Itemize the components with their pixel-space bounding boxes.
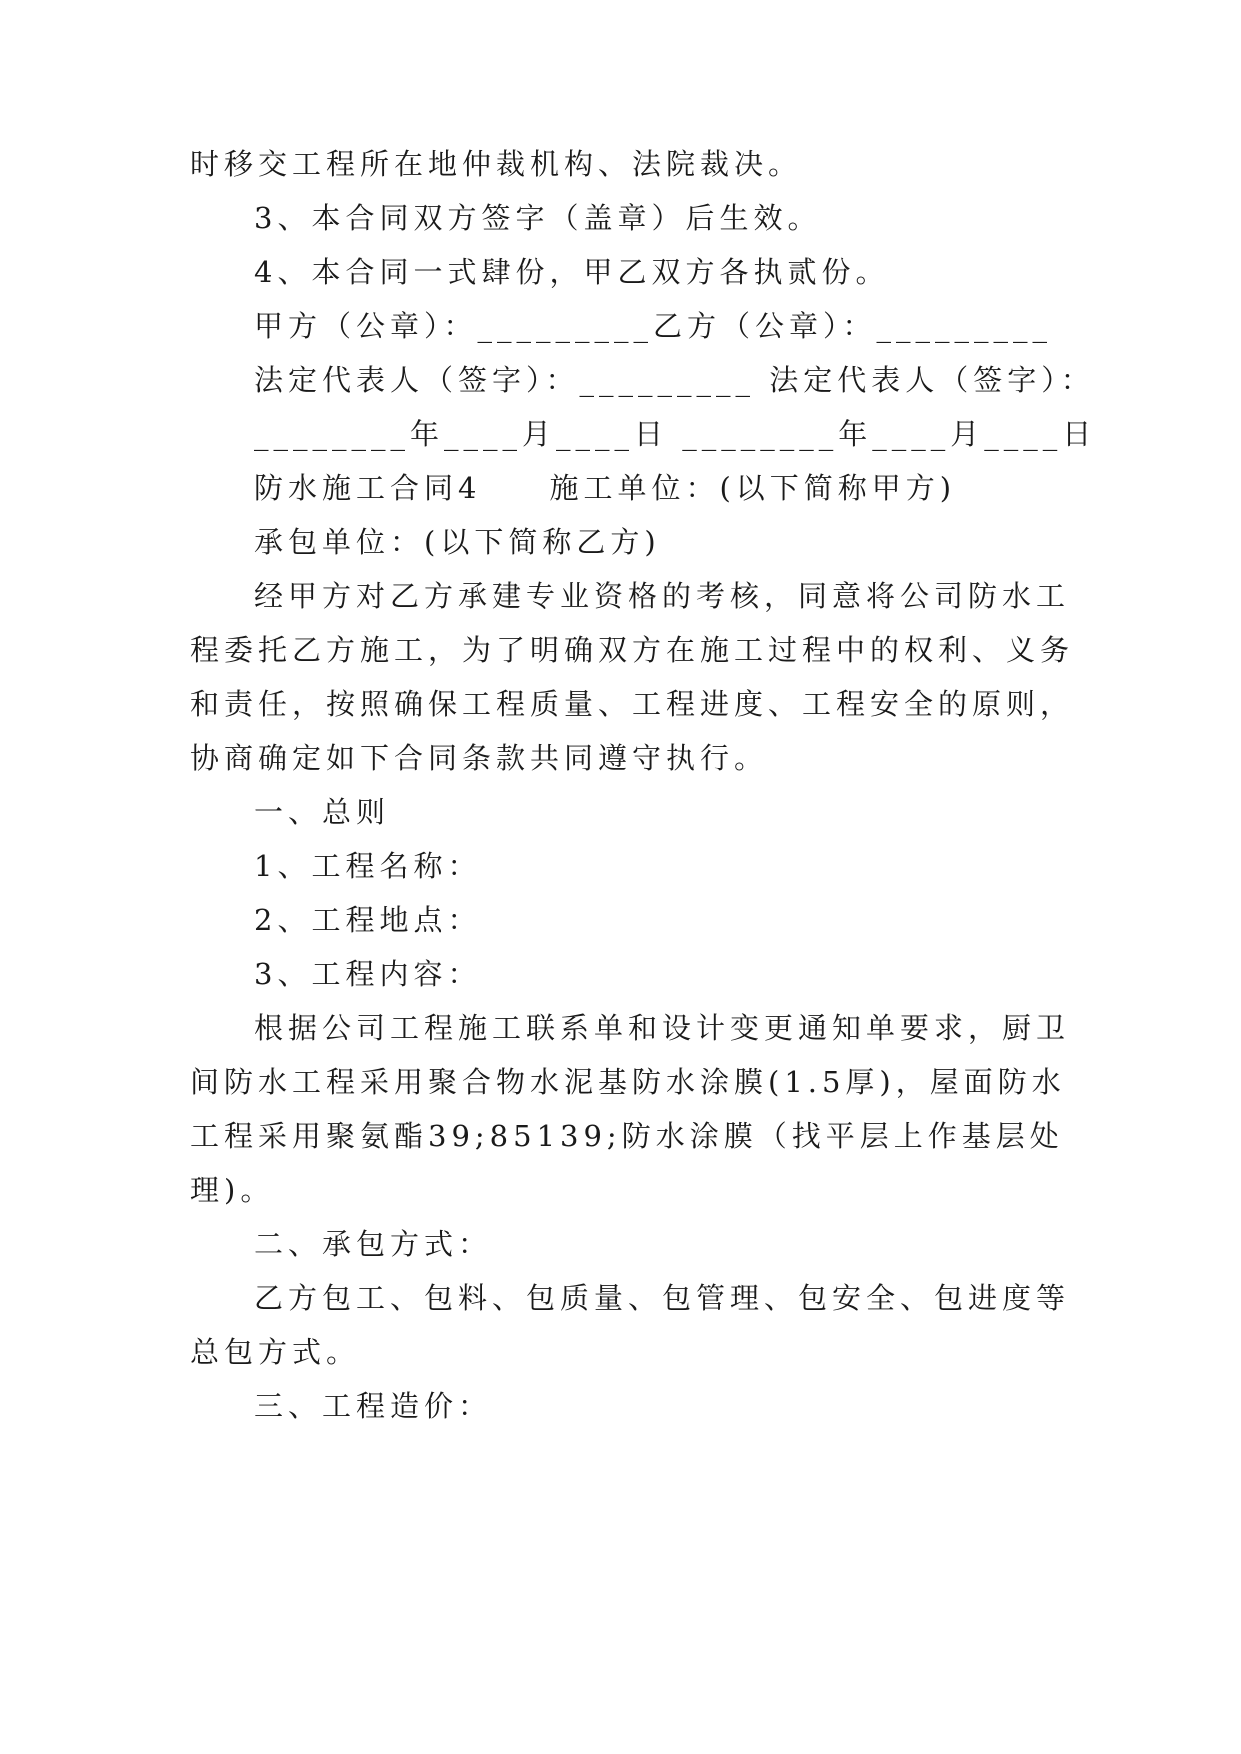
text-line-9: 经甲方对乙方承建专业资格的考核，同意将公司防水工 — [254, 579, 1071, 613]
text-line-14: 1、工程名称： — [254, 849, 482, 883]
section-heading-contract-mode: 二、承包方式： — [254, 1227, 493, 1261]
signature-line-dates: ________年____月____日 ________年____月____日 — [254, 417, 1097, 451]
text-line-2: 3、本合同双方签字（盖章）后生效。 — [254, 201, 822, 235]
text-line-18: 间防水工程采用聚合物水泥基防水涂膜(1.5厚)，屋面防水 — [190, 1065, 1066, 1099]
contract-title-line: 防水施工合同4 施工单位：(以下简称甲方) — [254, 471, 957, 505]
text-line-10: 程委托乙方施工，为了明确双方在施工过程中的权利、义务 — [190, 633, 1075, 667]
text-line-17: 根据公司工程施工联系单和设计变更通知单要求，厨卫 — [254, 1011, 1071, 1045]
text-line-23: 总包方式。 — [190, 1335, 361, 1369]
text-line-19: 工程采用聚氨酯39;85139;防水涂膜（找平层上作基层处 — [190, 1119, 1064, 1153]
signature-line-party-seals: 甲方（公章）：_________乙方（公章）：_________ — [254, 309, 1053, 343]
text-line-8: 承包单位：(以下简称乙方) — [254, 525, 661, 559]
text-line-16: 3、工程内容： — [254, 957, 482, 991]
section-heading-cost: 三、工程造价： — [254, 1389, 493, 1423]
text-line-3: 4、本合同一式肆份，甲乙双方各执贰份。 — [254, 255, 890, 289]
text-line-1: 时移交工程所在地仲裁机构、法院裁决。 — [190, 147, 803, 181]
text-line-11: 和责任，按照确保工程质量、工程进度、工程安全的原则， — [190, 687, 1075, 721]
signature-line-representatives: 法定代表人（签字）：_________ 法定代表人（签字）： — [254, 363, 1095, 397]
section-heading-general: 一、总则 — [254, 795, 391, 829]
text-line-20: 理)。 — [190, 1173, 275, 1207]
text-line-15: 2、工程地点： — [254, 903, 482, 937]
text-line-12: 协商确定如下合同条款共同遵守执行。 — [190, 741, 769, 775]
text-line-22: 乙方包工、包料、包质量、包管理、包安全、包进度等 — [254, 1281, 1071, 1315]
